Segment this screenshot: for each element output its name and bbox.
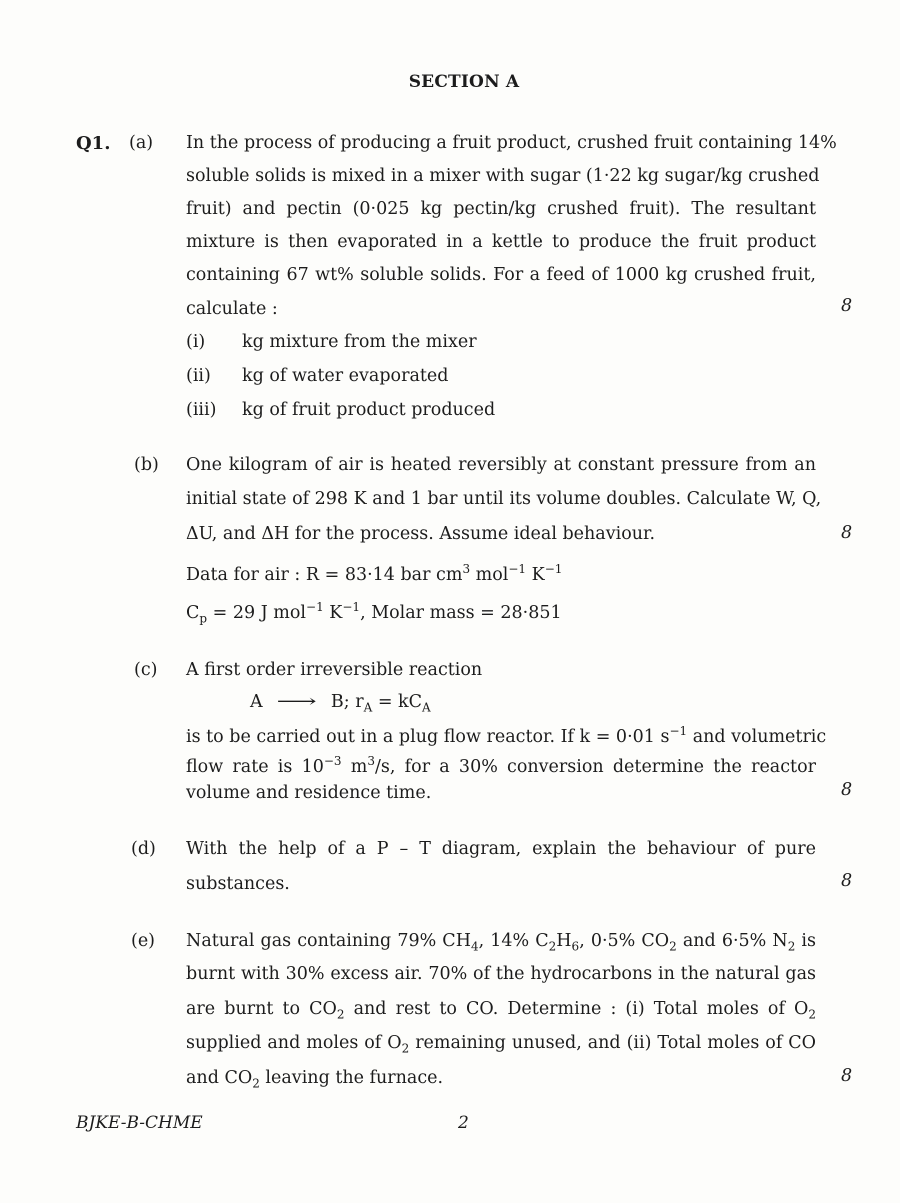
- part-a-sub-2-text: kg of water evaporated: [242, 366, 449, 386]
- part-c-equation: [250, 692, 431, 715]
- part-c-line-2: [186, 754, 816, 777]
- part-e-text: is: [795, 931, 817, 951]
- part-a-line-3: fruit) and pectin (0·025 kg pectin/kg crushed fruit). The resultant: [186, 199, 816, 219]
- part-b-marks: 8: [841, 523, 853, 543]
- part-b-data-sup: −1: [508, 562, 527, 576]
- part-a-sub-3-text: kg of fruit product produced: [242, 400, 496, 420]
- part-e-line-4: [186, 1033, 816, 1056]
- part-b-data-line: [186, 562, 562, 585]
- paper-code: BJKE-B-CHME: [76, 1113, 203, 1133]
- part-e-label: (e): [131, 931, 156, 951]
- part-b-cp-text: K: [323, 602, 343, 623]
- part-e-sub: 2: [401, 1041, 410, 1056]
- part-b-data-sup: 3: [462, 562, 471, 576]
- part-e-line-2: burnt with 30% excess air. 70% of the hydrocarbons in the natural gas: [186, 964, 816, 984]
- part-c-sup: −1: [669, 724, 688, 738]
- part-e-marks: 8: [841, 1066, 853, 1086]
- part-b-data-sup: −1: [544, 562, 563, 576]
- part-e-text: and 6·5% N: [676, 931, 788, 951]
- part-c-marks: 8: [841, 780, 853, 800]
- equation-sub: A: [363, 700, 373, 715]
- part-a-marks: 8: [841, 296, 853, 316]
- part-a-label: (a): [129, 133, 154, 153]
- part-e-text: , 0·5% CO: [579, 931, 670, 951]
- equation-sub: A: [422, 700, 431, 715]
- equation-text: = kC: [372, 692, 423, 712]
- part-a-line-2: soluble solids is mixed in a mixer with sugar (1·22 kg sugar/kg crushed: [186, 166, 820, 186]
- part-b-cp-line: [186, 600, 562, 625]
- part-b-line-1: One kilogram of air is heated reversibly at constant pressure from an: [186, 455, 816, 475]
- part-a-line-4: mixture is then evaporated in a kettle to produce the fruit product: [186, 232, 816, 252]
- part-c-text: /s, for a 30% conversion determine the reactor: [375, 756, 816, 777]
- part-c-intro: A first order irreversible reaction: [186, 660, 483, 680]
- section-title: SECTION A: [408, 72, 520, 92]
- part-e-sub: 2: [787, 939, 796, 954]
- part-b-cp-text: = 29 J mol: [207, 602, 307, 623]
- part-b-data-text: mol: [470, 564, 509, 585]
- equation-text: B; r: [330, 692, 364, 712]
- part-e-text: are burnt to CO: [186, 999, 337, 1019]
- reactant-a: A: [250, 692, 263, 712]
- part-a-line-1: In the process of producing a fruit product, crushed fruit containing 14%: [186, 133, 837, 153]
- part-e-line-5: [186, 1068, 443, 1091]
- part-a-sub-3-label: (iii): [186, 400, 217, 420]
- part-a-sub-1-label: (i): [186, 332, 206, 352]
- part-b-line-3: ΔU, and ΔH for the process. Assume ideal behaviour.: [186, 524, 656, 544]
- part-e-sub: 2: [669, 939, 677, 954]
- part-b-line-2: initial state of 298 K and 1 bar until its volume doubles. Calculate W, Q,: [186, 489, 822, 509]
- page-number: 2: [458, 1113, 469, 1133]
- part-c-sup: 3: [367, 754, 376, 768]
- part-e-line-1: [186, 931, 816, 954]
- part-e-sub: 2: [336, 1007, 345, 1022]
- part-e-text: and CO: [186, 1068, 253, 1088]
- part-d-marks: 8: [841, 871, 853, 891]
- part-c-sup: −3: [323, 754, 342, 768]
- part-b-cp-sup: −1: [306, 600, 324, 614]
- part-c-text: flow rate is 10: [186, 756, 324, 777]
- part-a-sub-1-text: kg mixture from the mixer: [242, 332, 477, 352]
- part-e-text: leaving the furnace.: [259, 1068, 444, 1088]
- part-e-text: supplied and moles of O: [186, 1033, 402, 1053]
- part-e-sub: 2: [808, 1007, 816, 1022]
- part-a-line-5: containing 67 wt% soluble solids. For a feed of 1000 kg crushed fruit,: [186, 265, 816, 285]
- part-b-cp-sub: p: [199, 611, 208, 626]
- part-d-label: (d): [131, 839, 156, 859]
- part-c-line-3: volume and residence time.: [186, 783, 432, 803]
- part-c-text: and volumetric: [687, 726, 827, 747]
- part-e-sub: 6: [571, 939, 580, 954]
- part-c-text: is to be carried out in a plug flow reactor. If k = 0·01 s: [186, 726, 670, 747]
- part-a-line-6: calculate :: [186, 299, 278, 319]
- part-e-text: H: [556, 931, 572, 951]
- question-number: Q1.: [76, 133, 111, 154]
- part-b-data-text: Data for air : R = 83·14 bar cm: [186, 564, 463, 585]
- part-b-cp-text: C: [186, 602, 200, 623]
- part-c-line-1: [186, 724, 827, 747]
- part-e-text: , 14% C: [478, 931, 549, 951]
- part-d-line-2: substances.: [186, 874, 290, 894]
- part-e-sub: 4: [470, 939, 479, 954]
- part-e-text: and rest to CO. Determine : (i) Total moles of O: [344, 999, 809, 1019]
- part-e-text: remaining unused, and (ii) Total moles of CO: [409, 1033, 816, 1053]
- part-e-text: Natural gas containing 79% CH: [186, 931, 471, 951]
- part-a-sub-2-label: (ii): [186, 366, 211, 386]
- part-e-sub: 2: [252, 1076, 260, 1091]
- part-d-line-1: With the help of a P – T diagram, explain the behaviour of pure: [186, 839, 816, 859]
- part-c-text: m: [341, 756, 368, 777]
- part-b-cp-sup: −1: [342, 600, 361, 614]
- part-c-label: (c): [134, 660, 158, 680]
- part-e-sub: 2: [548, 939, 557, 954]
- part-b-cp-text: , Molar mass = 28·851: [360, 602, 562, 623]
- part-b-data-text: K: [526, 564, 545, 585]
- reaction-arrow: ⟶: [276, 692, 317, 712]
- part-b-label: (b): [134, 455, 159, 475]
- part-e-line-3: [186, 999, 816, 1022]
